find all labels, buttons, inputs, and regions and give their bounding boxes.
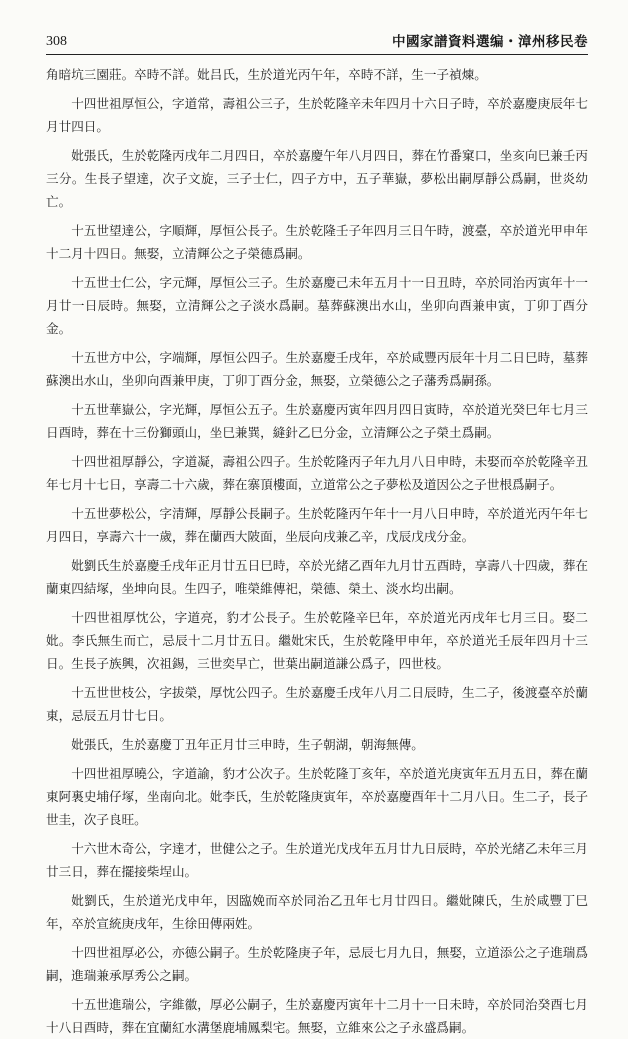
paragraph: 十五世華嶽公，字光輝，厚恒公五子。生於嘉慶丙寅年四月四日寅時，卒於道光癸巳年七月三日酉時，葬在十三份獅頭山，坐巳兼巽，縫針乙巳分金，立清輝公之子榮土爲嗣。	[46, 402, 588, 440]
paragraph: 妣劉氏，生於道光戊申年，因臨娩而卒於同治乙丑年七月廿四日。繼妣陳氏，生於咸豐丁巳年，卒於宣統庚戌年，生徐田傳兩姓。	[46, 893, 588, 931]
paragraph: 妣劉氏生於嘉慶壬戌年正月廿五日巳時，卒於光緒乙酉年九月廿五酉時，享壽八十四歲，葬在蘭東四結塚，坐坤向艮。生四子，唯榮維傳祀，榮德、榮土、淡水均出嗣。	[46, 558, 588, 596]
paragraph: 十五世方中公，字端輝，厚恒公四子。生於嘉慶壬戌年，卒於咸豐丙辰年十月二日巳時，墓葬蘇澳出水山，坐卯向酉兼甲庚，丁卯丁酉分金，無娶，立榮德公之子藩秀爲嗣孫。	[46, 350, 588, 388]
paragraph: 十四世祖厚靜公，字道凝，壽祖公四子。生於乾隆丙子年九月八日申時，未娶而卒於乾隆辛丑年七月十七日，享壽二十六歲，葬在寨頂樓面，立道常公之子夢松及道因公之子世根爲嗣子。	[46, 454, 588, 492]
paragraph: 十五世望達公，字順輝，厚恒公長子。生於乾隆壬子年四月三日午時，渡臺，卒於道光甲申年十二月十四日。無娶，立清輝公之子榮德爲嗣。	[46, 223, 588, 261]
paragraph: 十五世進瑞公，字維徽，厚必公嗣子，生於嘉慶丙寅年十二月十一日未時，卒於同治癸酉七月十八日酉時，葬在宜蘭紅水溝堡鹿埔鳳梨宅。無娶，立維來公之子永盛爲嗣。	[46, 997, 588, 1035]
paragraph: 十四世祖厚曉公，字道諭，豹才公次子。生於乾隆丁亥年，卒於道光庚寅年五月五日，葬在蘭東阿裏史埔仔塚，坐南向北。妣李氏，生於乾隆庚寅年，卒於嘉慶酉年十二月八日。生二子，長子世圭，次子良旺。	[46, 766, 588, 827]
paragraph: 妣張氏，生於乾隆丙戌年二月四日，卒於嘉慶午年八月四日，葬在竹番窠口，坐亥向巳兼壬丙三分。生長子望達，次子文旋，三子士仁，四子方中，五子華嶽，夢松出嗣厚靜公爲嗣，世炎幼亡。	[46, 148, 588, 209]
page-number: 308	[46, 34, 67, 49]
paragraph: 十四世祖厚恒公，字道常，壽祖公三子，生於乾隆辛未年四月十六日子時，卒於嘉慶庚辰年七月廿四日。	[46, 96, 588, 134]
paragraph: 十五世士仁公，字元輝，厚恒公三子。生於嘉慶己未年五月十一日丑時，卒於同治丙寅年十一月廿一日辰時。無娶，立清輝公之子淡水爲嗣。墓葬蘇澳出水山，坐卯向酉兼申寅，丁卯丁酉分金。	[46, 275, 588, 336]
paragraph: 妣張氏，生於嘉慶丁丑年正月廿三申時，生子朝湖，朝海無傳。	[71, 737, 424, 752]
book-title: 中國家譜資料選编・漳州移民卷	[392, 34, 588, 50]
paragraph: 十四世祖厚必公，亦德公嗣子。生於乾隆庚子年，忌辰七月九日，無娶，立道添公之子進瑞爲嗣，進瑞兼承厚秀公之嗣。	[46, 945, 588, 983]
paragraph: 角暗坑三園莊。卒時不詳。妣吕氏，生於道光丙午年，卒時不詳，生一子禎煉。	[46, 67, 487, 82]
paragraph: 十四世祖厚忱公，字道亮，豹才公長子。生於乾隆辛巳年，卒於道光丙戌年七月三日。娶二妣。李氏無生而亡，忌辰十二月廿五日。繼妣宋氏，生於乾隆甲申年，卒於道光壬辰年四月十三日。生長子族興，次祖錫，三世奕早亡，世葉出嗣道謙公爲子，四世枝。	[46, 610, 588, 671]
paragraph: 十六世木奇公，字達才，世健公之子。生於道光戊戌年五月廿九日辰時，卒於光緒乙未年三月廿三日，葬在擺接柴埕山。	[46, 841, 588, 879]
page-header	[46, 28, 588, 55]
paragraph: 十五世世枝公，字拔榮，厚忱公四子。生於嘉慶壬戌年八月二日辰時，生二子，後渡臺卒於蘭東，忌辰五月廿七日。	[46, 685, 588, 723]
document-body	[46, 63, 588, 1039]
paragraph: 十五世夢松公，字清輝，厚靜公長嗣子。生於乾隆丙午年十一月八日申時，卒於道光丙午年七月四日，享壽六十一歲，葬在蘭西大陂面，坐辰向戌兼乙辛，戊辰戊戌分金。	[46, 506, 588, 544]
